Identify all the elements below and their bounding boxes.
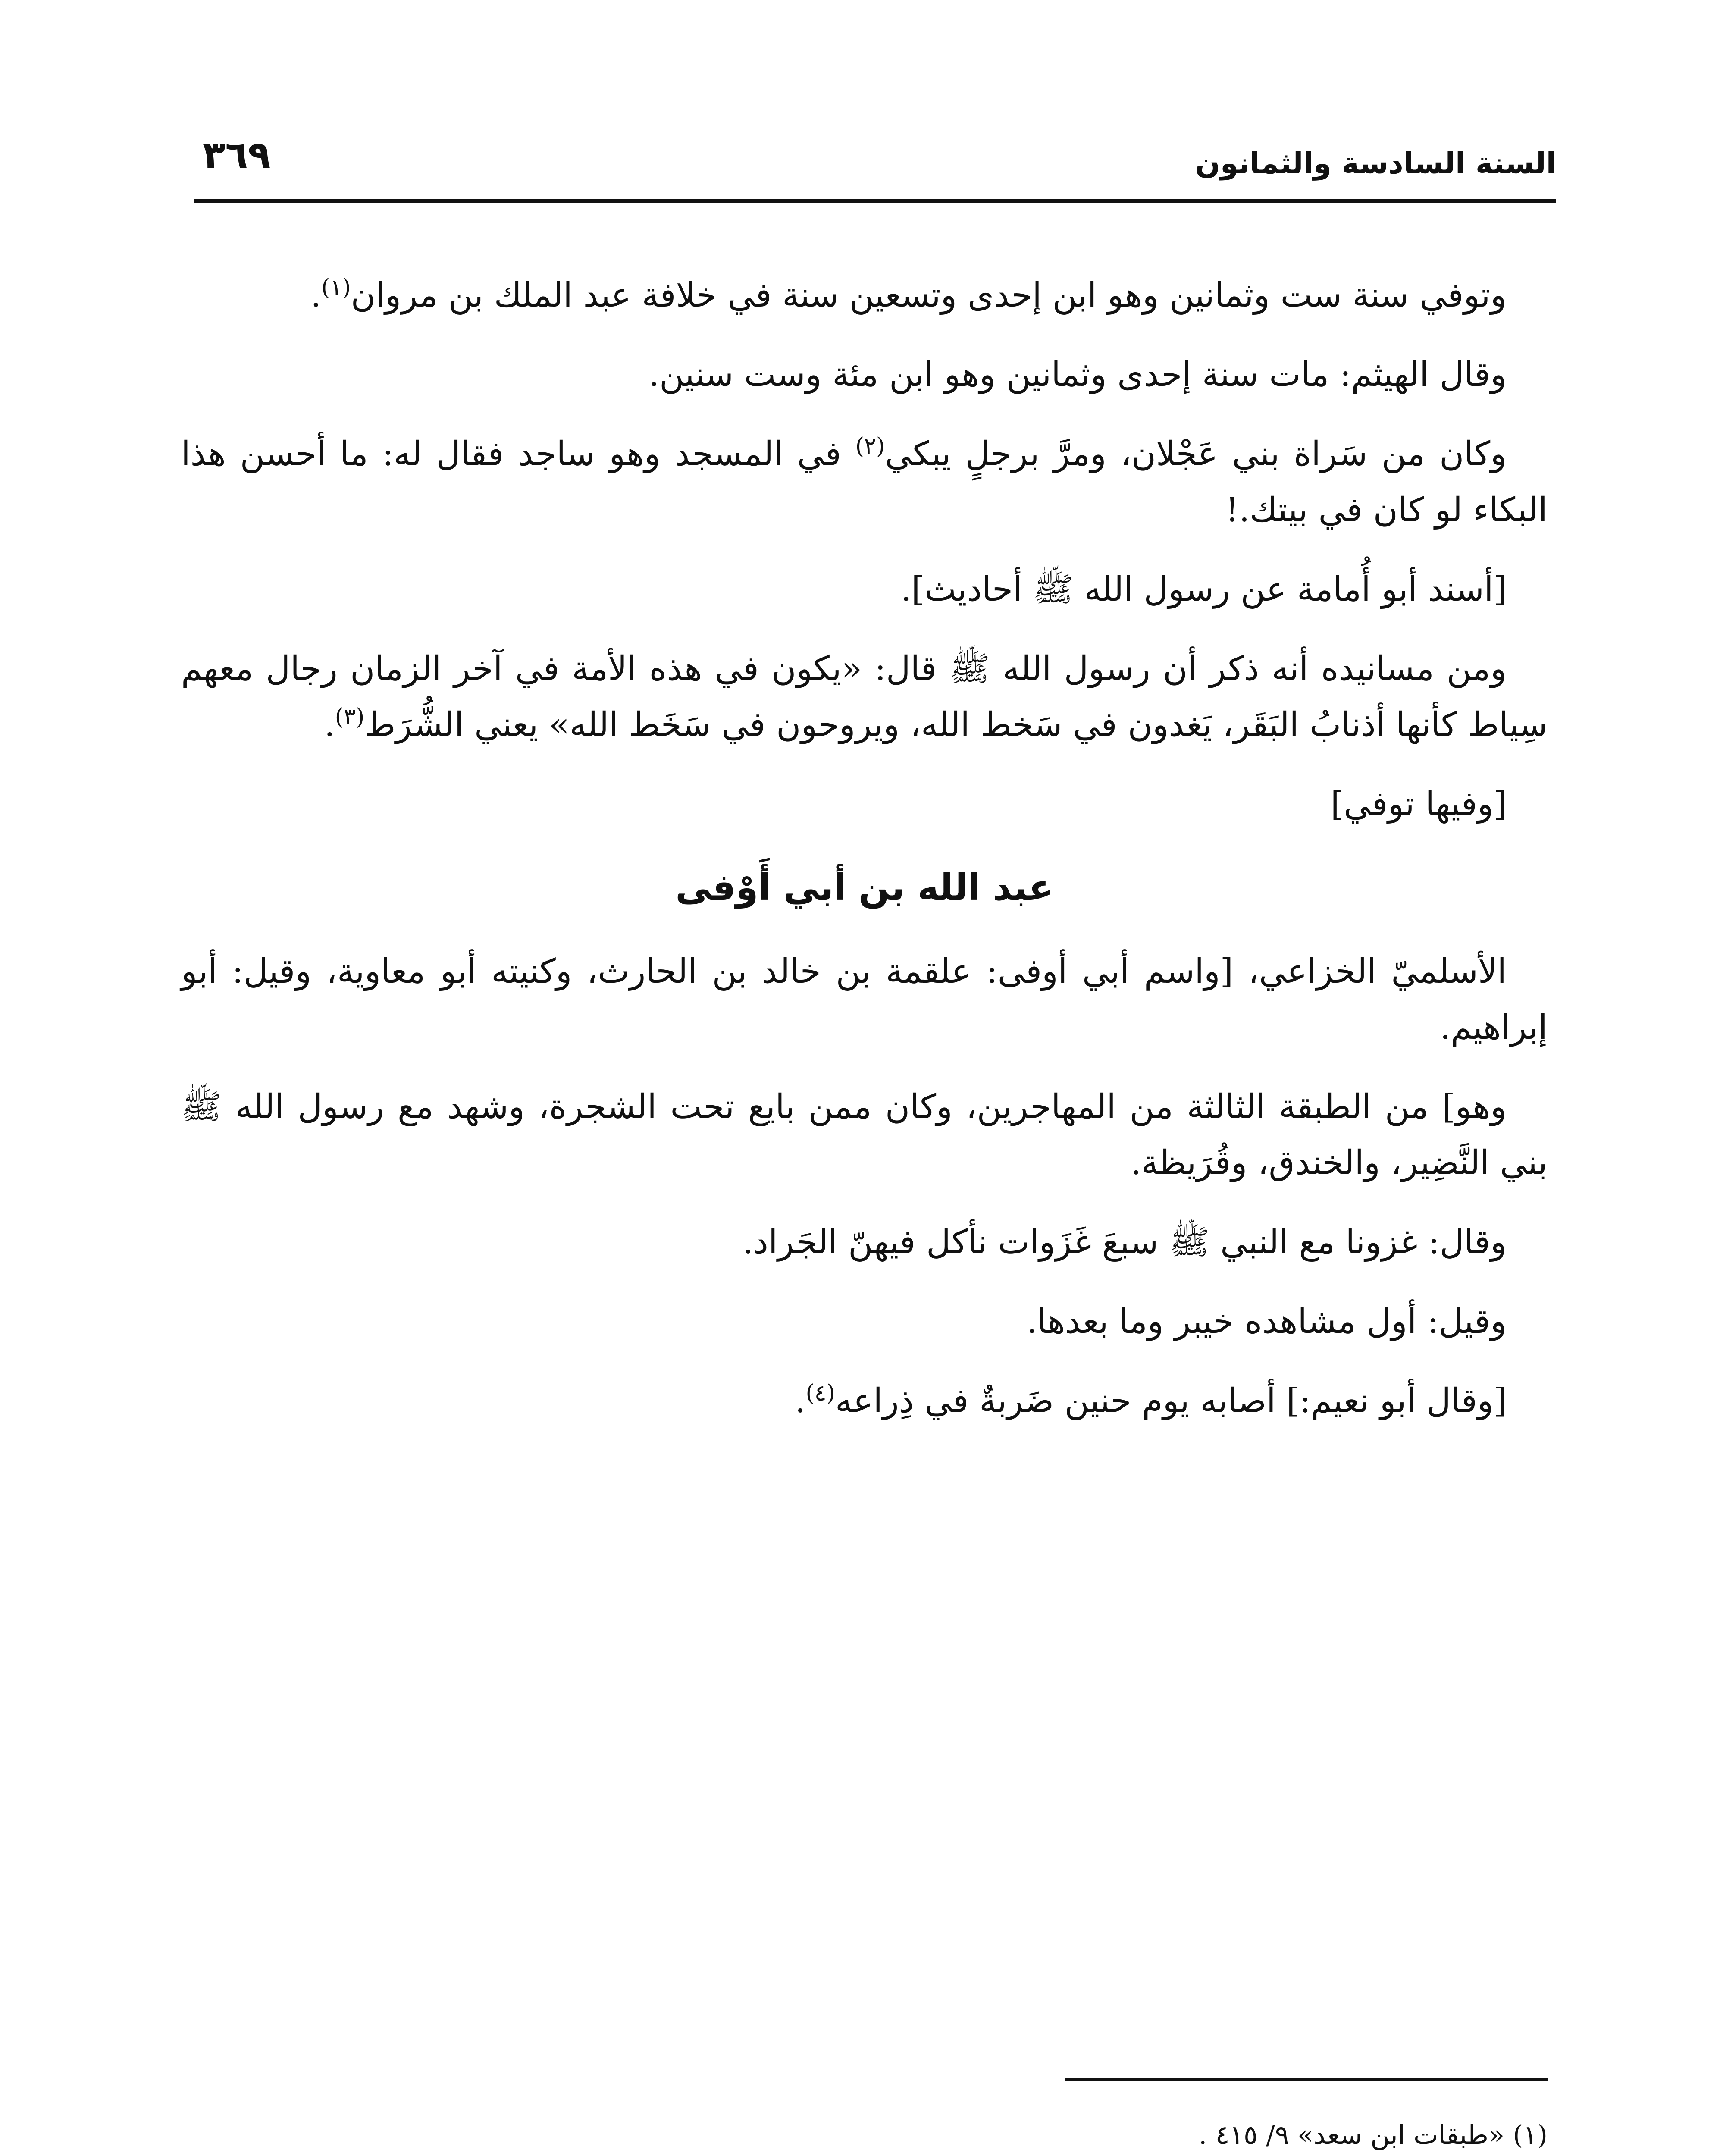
paragraph-text: في المسجد وهو ساجد فقال له: ما أحسن هذا البكاء لو كان في بيتك.! <box>181 435 1548 530</box>
paragraph-end: . <box>324 705 335 744</box>
paragraph <box>181 1373 1548 1429</box>
paragraph <box>181 267 1548 323</box>
paragraph <box>181 561 1548 617</box>
paragraph-end: . <box>795 1382 806 1420</box>
paragraph-text: الأسلميّ الخزاعي، [واسم أبي أوفى: علقمة بن خالد بن الحارث، وكنيته أبو معاوية، وقيل: أبو إبراهيم. <box>181 952 1548 1047</box>
main-text <box>181 267 1548 1452</box>
paragraph <box>181 426 1548 538</box>
footnote-marker: (١) <box>321 275 351 301</box>
paragraph-text: [وقال أبو نعيم:] أصابه يوم حنين ضَربةٌ في ذِراعه <box>835 1382 1507 1420</box>
paragraph-text: وقال الهيثم: مات سنة إحدى وثمانين وهو ابن مئة وست سنين. <box>649 355 1507 394</box>
header-title: السنة السادسة والثمانون <box>1195 147 1556 181</box>
footnotes <box>177 2113 1548 2156</box>
footnote-rule <box>1065 2078 1548 2081</box>
paragraph-text: ومن مسانيده أنه ذكر أن رسول الله ﷺ قال: «يكون في هذه الأمة في آخر الزمان رجال معهم سِياط كأنها أذنابُ البَقَر، يَغدون في سَخط الله، ويروحون في سَخَط الله» يعني الشُّرَط <box>181 649 1548 744</box>
running-header <box>194 129 1556 194</box>
header-rule <box>194 199 1556 203</box>
page-number: ٣٦٩ <box>203 134 271 177</box>
section-heading: عبد الله بن أبي أَوْفى <box>675 866 1053 909</box>
paragraph-text: وهو] من الطبقة الثالثة من المهاجرين، وكان ممن بايع تحت الشجرة، وشهد مع رسول الله ﷺ بني النَّضِير، والخندق، وقُرَيظة. <box>181 1087 1548 1182</box>
paragraph-text: وكان من سَراة بني عَجْلان، ومرَّ برجلٍ يبكي <box>885 435 1507 473</box>
paragraph <box>181 641 1548 753</box>
paragraph <box>181 347 1548 403</box>
paragraph <box>181 1294 1548 1350</box>
paragraph-text: وقال: غزونا مع النبي ﷺ سبعَ غَزَوات نأكل فيهنّ الجَراد. <box>743 1223 1507 1262</box>
paragraph <box>181 943 1548 1056</box>
paragraph-text: وتوفي سنة ست وثمانين وهو ابن إحدى وتسعين سنة في خلافة عبد الملك بن مروان <box>351 276 1507 315</box>
footnote-marker: (٢) <box>855 433 885 459</box>
paragraph-text: [أسند أبو أُمامة عن رسول الله ﷺ أحاديث]. <box>900 570 1507 609</box>
paragraph-text: [وفيها توفي] <box>1330 785 1507 824</box>
paragraph <box>181 776 1548 832</box>
footnote-marker: (٤) <box>805 1380 835 1406</box>
footnote: (١) «طبقات ابن سعد» ٩/ ٤١٥ . <box>1198 2120 1548 2150</box>
paragraph-end: . <box>310 276 322 315</box>
paragraph <box>181 1079 1548 1191</box>
footnote-marker: (٣) <box>335 704 365 730</box>
paragraph <box>181 1214 1548 1270</box>
paragraph-text: وقيل: أول مشاهده خيبر وما بعدها. <box>1026 1302 1507 1341</box>
